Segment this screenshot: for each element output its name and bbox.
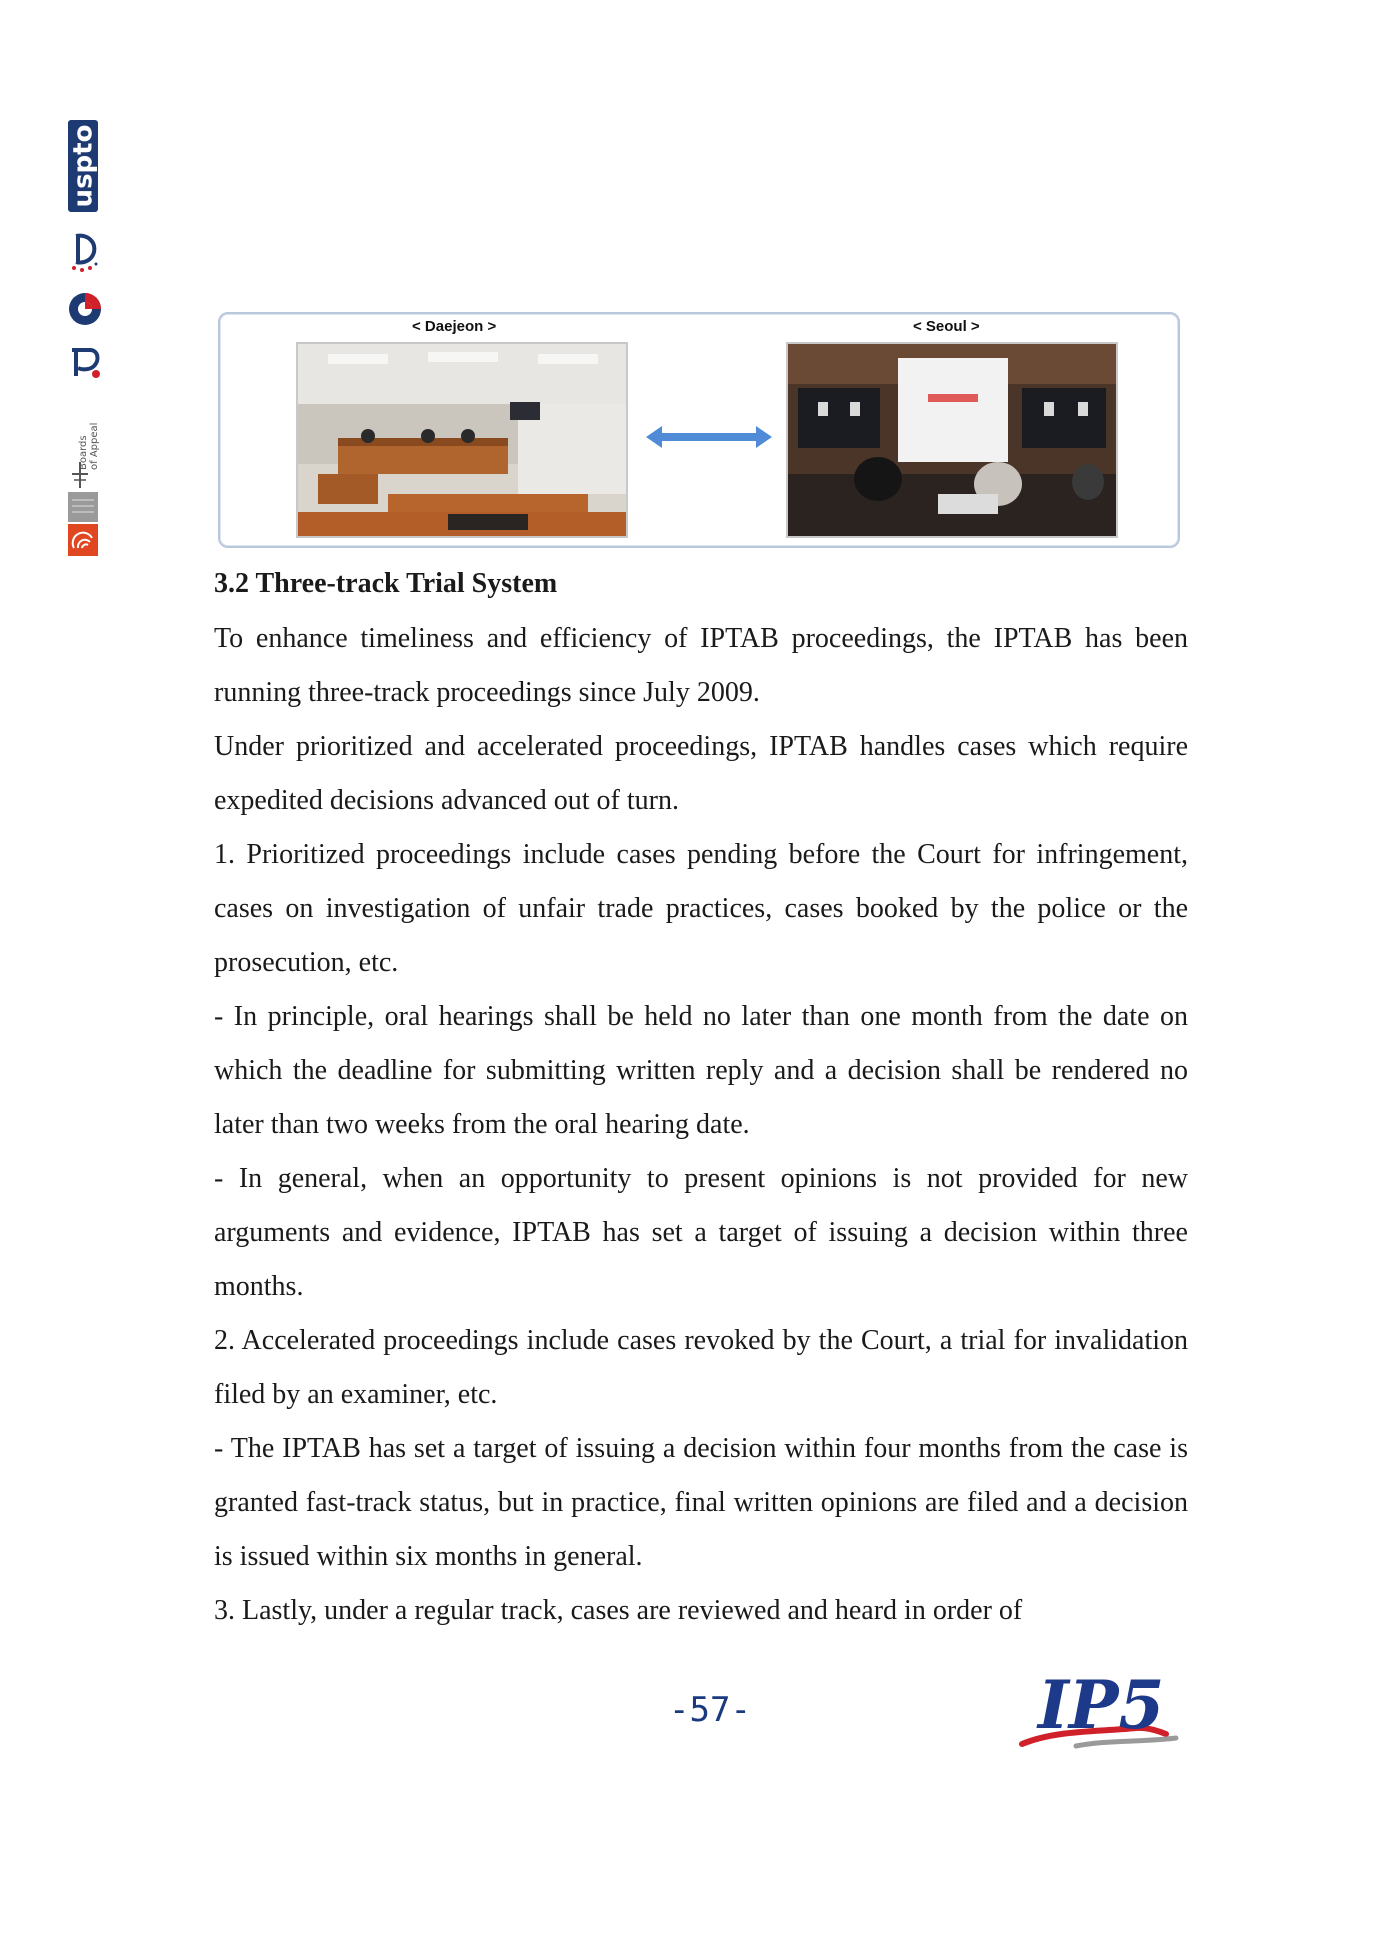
uspto-logo (68, 120, 98, 212)
ip5-logo-text: IP5 (1038, 1666, 1165, 1744)
bidirectional-arrow-icon (646, 424, 772, 450)
boards-of-appeal-line2: of Appeal (89, 422, 100, 470)
boards-of-appeal-line1: Boards (78, 435, 89, 470)
courtroom-photo-panel (218, 312, 1180, 548)
uspto-logo-text: uspto (68, 124, 99, 208)
paragraph: - In general, when an opportunity to present opinions is not provided for new arguments and evidence, IPTAB has set a target of issuing a decision within three months. (214, 1163, 1188, 1302)
paragraph: - In principle, oral hearings shall be held no later than one month from the date on which the deadline for submitting written reply and a decision shall be rendered no later than two weeks from the oral hearing date. (214, 1001, 1188, 1140)
seoul-courtroom-photo (786, 342, 1118, 538)
paragraph: - The IPTAB has set a target of issuing a decision within four months from the case is granted fast-track status, but in practice, final written opinions are filed and a decision is issued within six months in general. (214, 1433, 1188, 1572)
jpo-logo (66, 230, 104, 276)
epo-logo (68, 492, 98, 556)
paragraph: 3. Lastly, under a regular track, cases are reviewed and heard in order of (214, 1595, 1023, 1626)
paragraph: To enhance timeliness and efficiency of IPTAB proceedings, the IPTAB has been running three-track proceedings since July 2009. (214, 623, 1188, 708)
daejeon-courtroom-photo (296, 342, 628, 538)
kipo-logo (66, 290, 104, 328)
boards-of-appeal-logo (66, 392, 108, 492)
document-body (214, 566, 1188, 1638)
daejeon-caption: < Daejeon > (412, 318, 497, 335)
seoul-caption: < Seoul > (913, 318, 980, 335)
paragraph: 2. Accelerated proceedings include cases revoked by the Court, a trial for invalidation filed by an examiner, etc. (214, 1325, 1188, 1410)
boards-of-appeal-text (78, 423, 100, 470)
ip5-logo (1016, 1650, 1186, 1760)
partner-logo-strip (60, 120, 108, 560)
cnipa-logo (66, 342, 106, 382)
paragraph: 1. Prioritized proceedings include cases pending before the Court for infringement, cases on investigation of unfair trade practices, cases booked by the police or the prosecution, etc. (214, 839, 1188, 978)
paragraph: Under prioritized and accelerated proceedings, IPTAB handles cases which require expedited decisions advanced out of turn. (214, 731, 1188, 816)
page-number: -57- (669, 1690, 751, 1730)
section-title: 3.2 Three-track Trial System (214, 568, 558, 599)
